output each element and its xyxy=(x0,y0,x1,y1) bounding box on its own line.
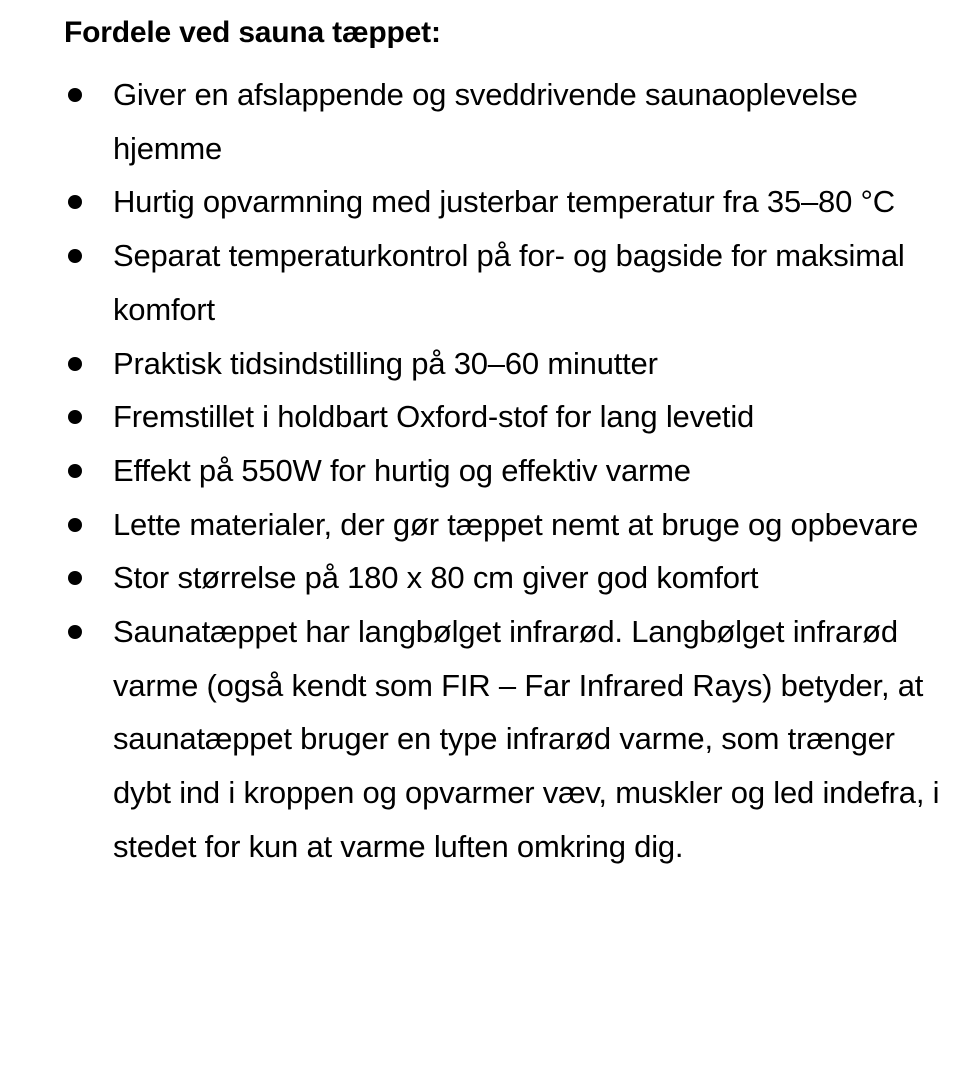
list-item xyxy=(64,498,944,552)
list-item-text: Stor størrelse på 180 x 80 cm giver god komfort xyxy=(113,560,759,596)
list-item xyxy=(64,551,944,605)
bullet-icon xyxy=(68,571,82,585)
list-item-text: Separat temperaturkontrol på for- og bagside for maksimal komfort xyxy=(113,238,905,327)
list-item-text: Praktisk tidsindstilling på 30–60 minutter xyxy=(113,345,658,381)
list-item-text: Hurtig opvarmning med justerbar temperatur fra 35–80 °C xyxy=(113,184,895,220)
bullet-icon xyxy=(68,357,82,371)
list-item-text: Saunatæppet har langbølget infrarød. Langbølget infrarød varme (også kendt som FIR – Far Infrared Rays) betyder, at saunatæppet bruger en type infrarød varme, som trænger dybt ind i kroppen og opvarmer væv, muskler og led indefra, i stedet for kun at varme luften omkring dig. xyxy=(113,614,940,864)
list-item-text: Giver en afslappende og sveddrivende saunaoplevelse hjemme xyxy=(113,77,858,166)
bullet-icon xyxy=(68,518,82,532)
list-item xyxy=(64,68,944,175)
list-item xyxy=(64,444,944,498)
bullet-icon xyxy=(68,249,82,263)
list-item xyxy=(64,229,944,336)
list-item xyxy=(64,337,944,391)
bullet-icon xyxy=(68,464,82,478)
document-body xyxy=(64,8,944,874)
list-item xyxy=(64,175,944,229)
list-item-text: Fremstillet i holdbart Oxford-stof for lang levetid xyxy=(113,399,755,435)
list-item xyxy=(64,605,944,874)
bullet-icon xyxy=(68,410,82,424)
section-heading: Fordele ved sauna tæppet: xyxy=(64,16,441,49)
list-item-text: Lette materialer, der gør tæppet nemt at bruge og opbevare xyxy=(113,506,919,542)
benefits-list xyxy=(64,68,944,874)
bullet-icon xyxy=(68,195,82,209)
list-item-text: Effekt på 550W for hurtig og effektiv varme xyxy=(113,452,691,488)
list-item xyxy=(64,390,944,444)
bullet-icon xyxy=(68,88,82,102)
bullet-icon xyxy=(68,625,82,639)
